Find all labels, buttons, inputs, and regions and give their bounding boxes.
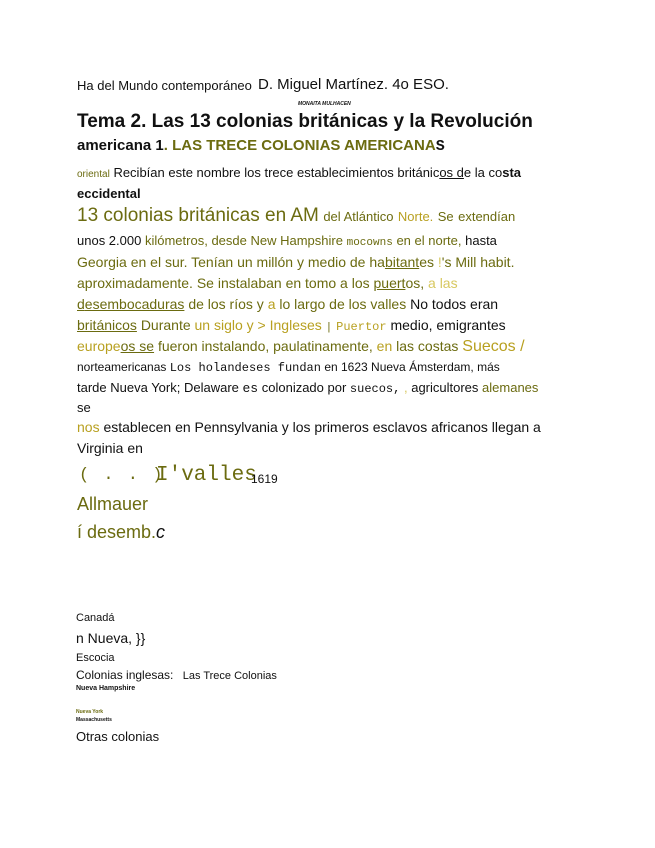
body-line-7	[77, 296, 498, 312]
body-text: en 1623	[324, 360, 368, 374]
body-text: I'valles	[156, 464, 257, 487]
body-text: kilómetros,	[144, 233, 208, 248]
body-text: Los holandeses fundan	[169, 361, 321, 375]
body-text: puert	[373, 275, 406, 291]
body-text: tarde Nueva York; Delaware	[77, 380, 239, 395]
body-line-1	[77, 165, 521, 180]
body-text: extendían	[458, 209, 516, 224]
body-text: alemanes	[482, 380, 539, 395]
body-text: bitant	[384, 254, 420, 270]
body-line-3	[77, 205, 515, 227]
body-text: No todos eran	[410, 296, 499, 312]
body-text: d	[77, 296, 85, 312]
author-label: D. Miguel Martínez. 4o ESO.	[258, 76, 449, 93]
body-text: en el norte,	[396, 233, 462, 248]
body-text: Norte.	[397, 209, 434, 224]
body-line-5	[77, 254, 514, 270]
body-text: a las	[428, 275, 458, 291]
body-text: unos 2.000	[77, 233, 142, 248]
map-label-otras: Otras colonias	[76, 729, 160, 744]
body-line-12: se	[77, 400, 91, 415]
body-text: mocowns	[346, 237, 393, 249]
body-text: del Atlántico	[323, 209, 394, 224]
map-label-canada: Canadá	[76, 612, 115, 624]
body-text: Suecos /	[462, 338, 525, 355]
body-line-4	[77, 233, 497, 249]
page-subtitle	[77, 137, 445, 155]
body-text: c	[156, 522, 166, 542]
body-text: británicos	[77, 317, 137, 333]
body-text: sta	[502, 165, 522, 180]
body-text: os se	[120, 338, 155, 354]
map-label-new-hampshire: Nueva Hampshire	[76, 685, 136, 692]
map-label-valles	[156, 462, 257, 487]
legend-heading: Colonias inglesas:	[76, 668, 174, 682]
body-text: agricultores	[411, 380, 479, 395]
body-text: 's Mill habit.	[441, 254, 515, 270]
body-line-13	[77, 419, 541, 435]
map-label-nueva: n Nueva, }}	[76, 630, 146, 646]
body-text: un siglo y > Ingleses	[194, 317, 322, 333]
body-text: en	[376, 338, 393, 354]
body-text: colonizado por	[261, 380, 347, 395]
body-text: í desemb.	[77, 522, 157, 542]
body-line-6	[77, 275, 458, 291]
body-text: 13 colonias británicas en AM	[77, 205, 319, 226]
body-line-8	[77, 317, 506, 334]
map-label-desemb	[77, 522, 165, 543]
map-label-escocia: Escocia	[76, 652, 115, 664]
body-text: os d	[439, 165, 464, 180]
body-text: Puertor	[336, 320, 387, 334]
small-tag: MONAITA MULHACEN	[298, 101, 351, 107]
body-text: nos	[77, 419, 100, 435]
body-text: fueron instalando, paulatinamente,	[157, 338, 373, 354]
body-text: desde New Hampshire	[211, 233, 343, 248]
body-text: aproximadamente. Se instalaban en tomo a los	[77, 275, 370, 291]
body-text: Georgia en el sur. Tenían un millón y medio de ha	[77, 254, 385, 270]
body-text: lo largo de los valles	[279, 296, 407, 312]
body-text: a	[267, 296, 276, 312]
body-text: |	[325, 322, 333, 334]
map-label-nueva-york: Nueva York	[76, 709, 104, 715]
body-text: ,	[403, 380, 408, 395]
body-text: Recibían este nombre los trece establecimientos británic	[113, 165, 440, 180]
body-line-14: Virginia en	[77, 440, 143, 456]
map-label-year: 1619	[251, 472, 278, 486]
subtitle-dot: . LAS TRECE COLONIAS AMERICANA	[163, 137, 436, 154]
body-text: Nueva Ámsterdam, más	[371, 360, 500, 374]
body-line-2: eccidental	[77, 186, 141, 201]
body-text: esembocaduras	[84, 296, 185, 312]
body-text: medio, emigrantes	[390, 317, 506, 333]
map-label-massachusetts: Massachusetts	[76, 717, 112, 723]
body-text: europe	[77, 338, 121, 354]
course-label: Ha del Mundo contemporáneo	[77, 78, 252, 93]
body-text: suecos,	[349, 382, 401, 396]
body-text: e la co	[463, 165, 503, 180]
body-text: !	[437, 254, 442, 270]
body-text: hasta	[465, 233, 497, 248]
page-title: Tema 2. Las 13 colonias británicas y la Revolución	[77, 111, 533, 132]
map-label-paren: ( . . )	[79, 466, 165, 485]
body-text: es	[419, 254, 434, 270]
body-text: oriental	[77, 169, 110, 180]
body-line-10	[77, 360, 500, 375]
body-text: es	[242, 381, 259, 396]
body-text: de los ríos y	[188, 296, 264, 312]
map-legend-row	[76, 668, 277, 682]
subtitle-end: S	[435, 138, 445, 155]
body-text: las costas	[396, 338, 459, 354]
legend-item: Las Trece Colonias	[182, 670, 277, 682]
body-text: os,	[405, 275, 425, 291]
body-text: establecen en Pennsylvania y los primeros esclavos africanos llegan a	[103, 419, 541, 435]
subtitle-part: americana 1	[77, 137, 164, 154]
body-text: Se	[437, 209, 454, 224]
body-line-9	[77, 338, 525, 356]
body-text: Durante	[140, 317, 191, 333]
body-line-11	[77, 380, 538, 396]
body-text: norteamericanas	[77, 360, 167, 374]
map-label-allmauer: Allmauer	[77, 494, 149, 514]
